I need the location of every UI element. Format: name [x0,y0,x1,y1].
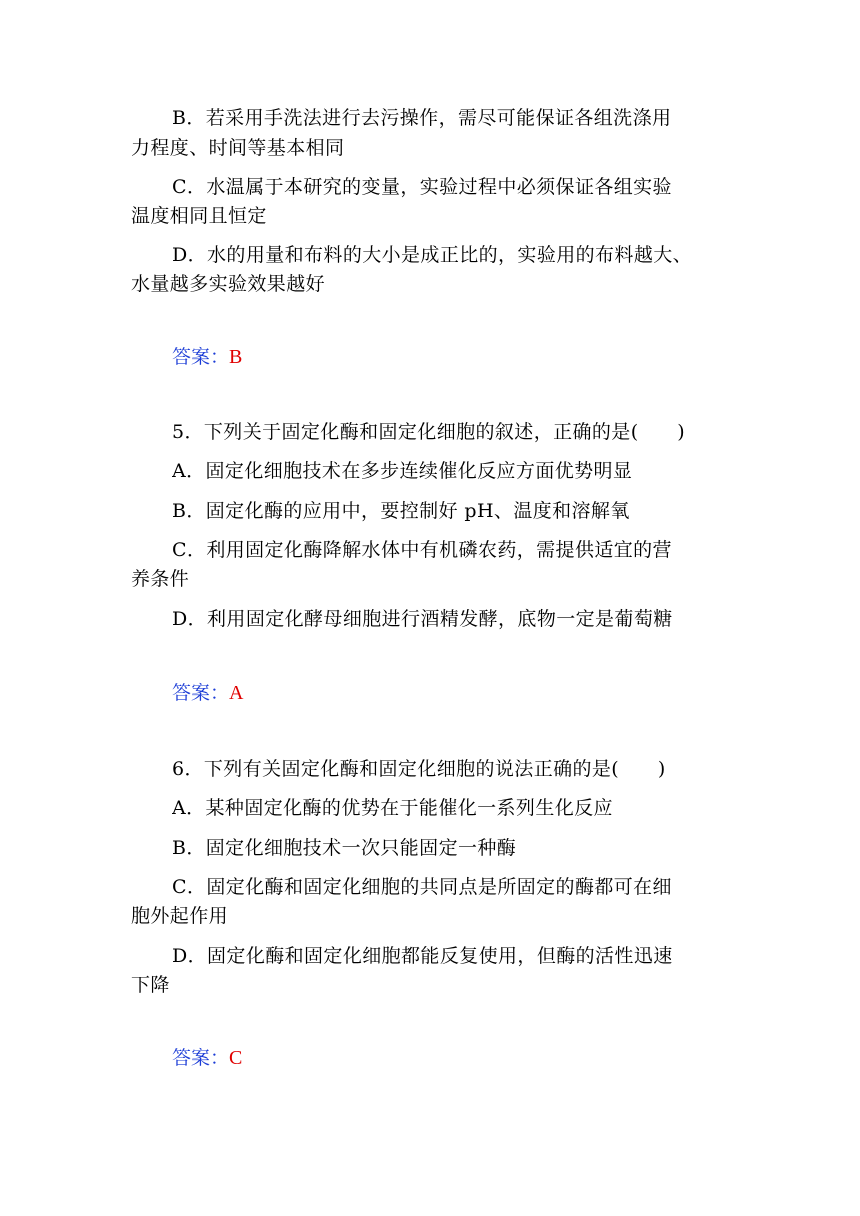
q6-option-c-line1: C．固定化酶和固定化细胞的共同点是所固定的酶都可在细 [172,876,672,898]
q4-option-d-line1: D．水的用量和布料的大小是成正比的，实验用的布料越大、 [172,244,693,266]
answer-label: 答案： [172,682,230,704]
q6-option-d-line1: D．固定化酶和固定化细胞都能反复使用，但酶的活性迅速 [172,945,673,967]
q6-option-b: B．固定化细胞技术一次只能固定一种酶 [172,837,517,859]
q4-option-b-line2: 力程度、时间等基本相同 [131,137,345,159]
q5-option-c-line1: C．利用固定化酶降解水体中有机磷农药，需提供适宜的营 [172,539,672,561]
q6-option-d-line2: 下降 [131,974,170,996]
q5-stem: 5．下列关于固定化酶和固定化细胞的叙述，正确的是( ) [172,421,686,443]
q4-option-c-line2: 温度相同且恒定 [131,205,267,227]
q6-option-a: A．某种固定化酶的优势在于能催化一系列生化反应 [172,797,613,819]
q4-option-b-line1: B．若采用手洗法进行去污操作，需尽可能保证各组洗涤用 [172,107,672,129]
answer-label: 答案： [172,346,230,368]
answer-value: B [229,346,243,368]
q6-option-c-line2: 胞外起作用 [131,905,229,927]
q4-option-c-line1: C．水温属于本研究的变量，实验过程中必须保证各组实验 [172,176,672,198]
answer-label: 答案： [172,1047,230,1069]
q5-answer [172,676,243,710]
q6-answer [172,1041,242,1075]
q6-stem: 6．下列有关固定化酶和固定化细胞的说法正确的是( ) [172,758,666,780]
q5-option-c-line2: 养条件 [131,568,190,590]
answer-value: A [229,682,244,704]
q4-answer [172,340,242,374]
q4-option-d-line2: 水量越多实验效果越好 [131,273,326,295]
q5-option-d: D．利用固定化酵母细胞进行酒精发酵，底物一定是葡萄糖 [172,608,673,630]
q5-option-a: A．固定化细胞技术在多步连续催化反应方面优势明显 [172,460,633,482]
q5-option-b: B．固定化酶的应用中，要控制好 pH、温度和溶解氧 [172,500,630,522]
answer-value: C [229,1047,243,1069]
